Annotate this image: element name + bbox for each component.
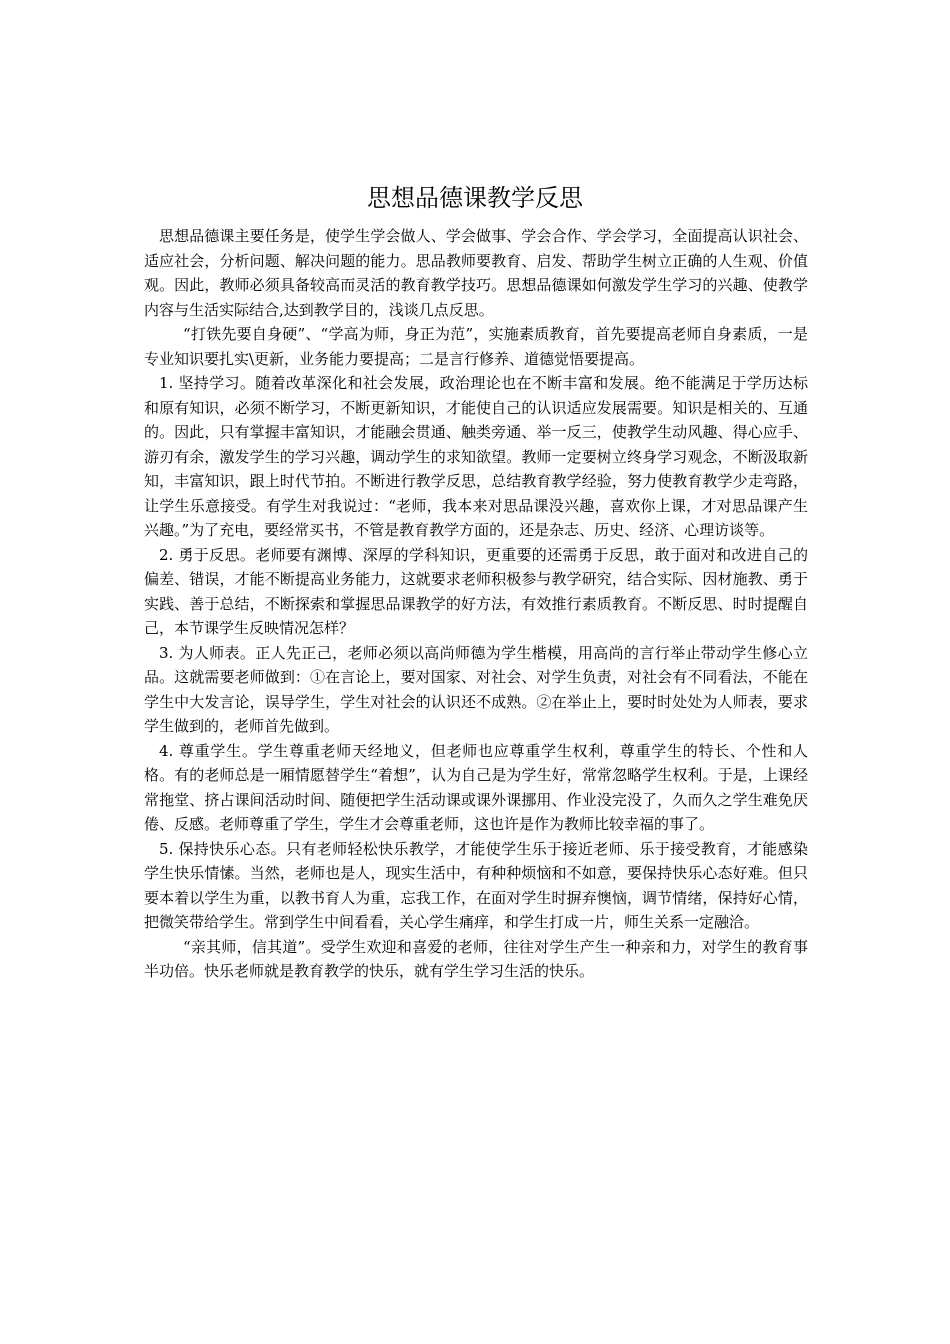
paragraph-intro: 思想品德课主要任务是，使学生学会做人、学会做事、学会合作、学会学习，全面提高认识社会、适应社会，分析问题、解决问题的能力。思品教师要教育、启发、帮助学生树立正确的人生观、价值观。因此，教师必须具备较高而灵活的教育教学技巧。思想品德课如何激发学生学习的兴趣、使教学内容与生活实际结合,达到教学目的，浅谈几点反思。 [144,227,808,319]
paragraph-point-4: 4. 尊重学生。学生尊重老师天经地义，但老师也应尊重学生权利，尊重学生的特长、个性和人格。有的老师总是一厢情愿替学生“着想”，认为自己是为学生好，常常忽略学生权利。于是，上课经常拖堂、挤占课间活动时间、随便把学生活动课或课外课挪用、作业没完没了，久而久之学生难免厌倦、反感。老师尊重了学生，学生才会尊重老师，这也许是作为教师比较幸福的事了。 [144,741,808,833]
paragraph-quote: “打铁先要自身硬”、“学高为师，身正为范”，实施素质教育，首先要提高老师自身素质，一是专业知识要扎实\更新，业务能力要提高；二是言行修养、道德觉悟要提高。 [144,325,808,368]
paragraph-point-2: 2. 勇于反思。老师要有渊博、深厚的学科知识，更重要的还需勇于反思，敢于面对和改进自己的偏差、错误，才能不断提高业务能力，这就要求老师积极参与教学研究，结合实际、因材施教、勇于实践、善于总结，不断探索和掌握思品课教学的好方法，有效推行素质教育。不断反思、时时提醒自己，本节课学生反映情况怎样？ [144,545,808,637]
paragraph-point-3: 3. 为人师表。正人先正己，老师必须以高尚师德为学生楷模，用高尚的言行举止带动学生修心立品。这就需要老师做到：①在言论上，要对国家、对社会、对学生负责，对社会有不同看法，不能在学生中大发言论，误导学生，学生对社会的认识还不成熟。②在举止上，要时时处处为人师表，要求学生做到的，老师首先做到。 [144,643,808,735]
document-body [144,224,808,984]
paragraph-conclusion: “亲其师，信其道”。受学生欢迎和喜爱的老师，往往对学生产生一种亲和力，对学生的教育事半功倍。快乐老师就是教育教学的快乐，就有学生学习生活的快乐。 [144,937,808,980]
document-title: 思想品德课教学反思 [367,184,583,212]
paragraph-point-1: 1. 坚持学习。随着改革深化和社会发展，政治理论也在不断丰富和发展。绝不能满足于学历达标和原有知识，必须不断学习，不断更新知识，才能使自己的认识适应发展需要。知识是相关的、互通的。因此，只有掌握丰富知识，才能融会贯通、触类旁通、举一反三，使教学生动风趣、得心应手、游刃有余，激发学生的学习兴趣，调动学生的求知欲望。教师一定要树立终身学习观念，不断汲取新知，丰富知识，跟上时代节拍。不断进行教学反思，总结教育教学经验，努力使教育教学少走弯路，让学生乐意接受。有学生对我说过：“老师，我本来对思品课没兴趣，喜欢你上课，才对思品课产生兴趣。”为了充电，要经常买书，不管是教育教学方面的，还是杂志、历史、经济、心理访谈等。 [144,374,808,539]
paragraph-point-5: 5. 保持快乐心态。只有老师轻松快乐教学，才能使学生乐于接近老师、乐于接受教育，才能感染学生快乐情愫。当然，老师也是人，现实生活中，有种种烦恼和不如意，要保持快乐心态好难。但只要本着以学生为重，以教书育人为重，忘我工作，在面对学生时摒弃懊恼，调节情绪，保持好心情，把微笑带给学生。常到学生中间看看，关心学生痛痒，和学生打成一片，师生关系一定融洽。 [144,839,808,931]
